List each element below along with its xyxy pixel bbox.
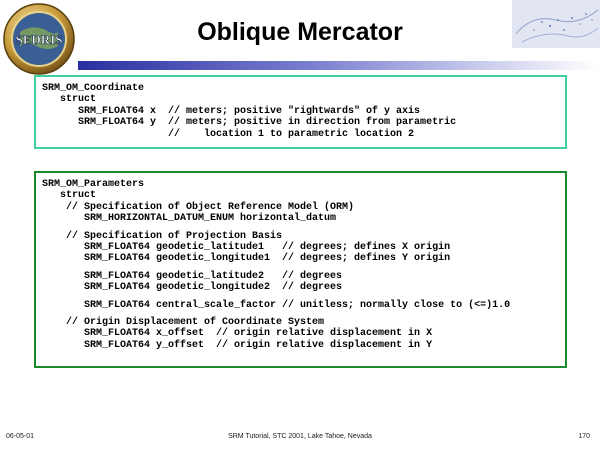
code-line: SRM_FLOAT64 y // meters; positive in direction from parametric [42, 117, 457, 129]
sedris-logo [2, 2, 76, 76]
coordinate-struct-box [34, 75, 567, 149]
code-line: SRM_FLOAT64 geodetic_latitude2 // degrees [42, 270, 343, 282]
slide-title: Oblique Mercator [197, 18, 403, 46]
code-line: SRM_FLOAT64 x // meters; positive "rightwards" of y axis [42, 105, 421, 117]
globe-map-graphic [512, 0, 600, 48]
code-line: SRM_FLOAT64 geodetic_latitude1 // degrees; defines X origin [42, 241, 451, 253]
code-line: // Origin Displacement of Coordinate System [42, 316, 325, 328]
code-line: SRM_FLOAT64 central_scale_factor // unitless; normally close to (<=)1.0 [42, 299, 511, 311]
title-divider [78, 61, 598, 70]
code-line: // Specification of Projection Basis [42, 230, 283, 242]
footer-page-number: 170 [578, 433, 590, 440]
code-line: SRM_OM_Parameters [42, 179, 145, 190]
code-line: SRM_FLOAT64 geodetic_longitude2 // degrees [42, 282, 343, 294]
code-line: // Specification of Object Reference Model (ORM) [42, 201, 355, 213]
code-line: SRM_HORIZONTAL_DATUM_ENUM horizontal_datum [42, 213, 337, 225]
code-line: struct [42, 190, 97, 202]
code-line: struct [42, 94, 97, 106]
code-line: SRM_FLOAT64 x_offset // origin relative displacement in X [42, 328, 433, 340]
code-line: SRM_OM_Coordinate [42, 83, 145, 94]
code-line: SRM_FLOAT64 y_offset // origin relative displacement in Y [42, 339, 433, 351]
svg-text:SEDRIS: SEDRIS [15, 32, 63, 47]
footer-event: SRM Tutorial, STC 2001, Lake Tahoe, Nevada [228, 433, 372, 440]
code-line: SRM_FLOAT64 geodetic_longitude1 // degrees; defines Y origin [42, 253, 451, 265]
footer-date: 06-05-01 [6, 433, 35, 440]
code-line: // location 1 to parametric location 2 [42, 128, 415, 140]
parameters-struct-box [34, 171, 567, 368]
